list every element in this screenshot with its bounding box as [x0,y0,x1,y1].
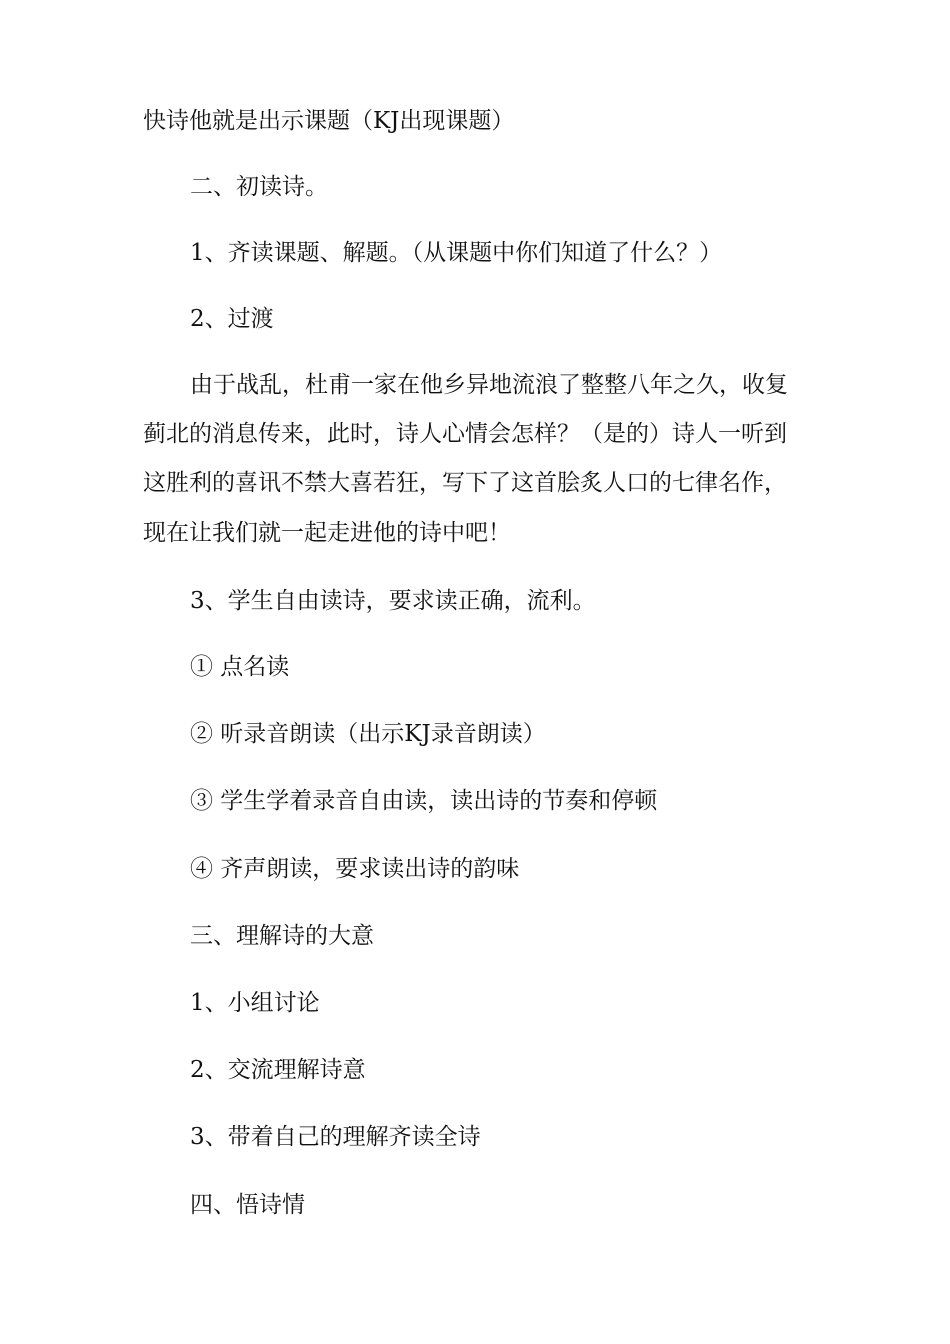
list-item: 2、过渡 [190,306,274,332]
list-item: 3、带着自己的理解齐读全诗 [190,1124,481,1150]
sub-list-item: ② 听录音朗读（出示KJ录音朗读） [190,721,546,747]
paragraph-line: 由于战乱，杜甫一家在他乡异地流浪了整整八年之久，收复 [190,372,788,398]
sub-list-item: ③ 学生学着录音自由读，读出诗的节奏和停顿 [190,788,658,814]
section-heading-3: 三、理解诗的大意 [190,923,374,949]
section-heading-4: 四、悟诗情 [190,1192,305,1218]
paragraph-line: 蓟北的消息传来，此时，诗人心情会怎样？（是的）诗人一听到 [143,421,787,447]
list-item: 2、交流理解诗意 [190,1057,366,1083]
list-item: 1、小组讨论 [190,990,320,1016]
paragraph-continuation: 快诗他就是出示课题（KJ出现课题） [143,108,515,134]
section-heading-2: 二、初读诗。 [190,174,328,200]
sub-list-item: ① 点名读 [190,654,290,680]
paragraph-line: 现在让我们就一起走进他的诗中吧！ [143,520,511,546]
list-item: 3、学生自由读诗，要求读正确，流利。 [190,588,596,614]
list-item: 1、齐读课题、解题。（从课题中你们知道了什么？） [190,240,723,266]
sub-list-item: ④ 齐声朗读，要求读出诗的韵味 [190,856,520,882]
paragraph-line: 这胜利的喜讯不禁大喜若狂，写下了这首脍炙人口的七律名作， [143,470,787,496]
